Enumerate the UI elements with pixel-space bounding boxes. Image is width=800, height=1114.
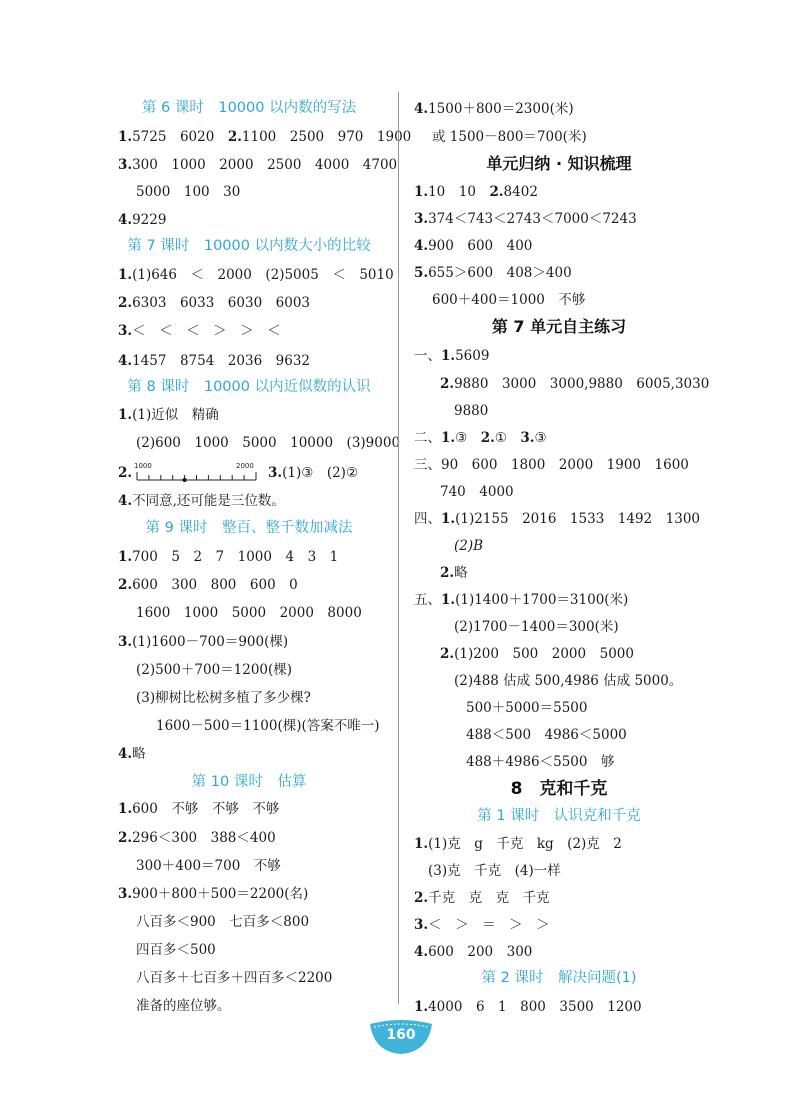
answer-line: 1.10 10 2.8402 [414,184,538,200]
unit-8-lesson-2-heading: 第 2 课时 解决问题(1) [481,970,637,986]
answer-line: 1600 1000 5000 2000 8000 [136,605,362,621]
answer-line: 1.5725 6020 2.1100 2500 970 1900 [118,129,412,145]
unit-practice-heading: 第 7 单元自主练习 [491,317,627,336]
answer-line: 4.9229 [118,212,167,228]
answer-line: 300＋400＝700 不够 [136,858,281,874]
answer-line: 488＜500 4986＜5000 [466,727,627,743]
answer-line: 2.略 [440,565,468,581]
answer-line: 4.600 200 300 [414,944,533,960]
answer-line: 八百多＜900 七百多＜800 [136,914,310,930]
answer-line: 1.700 5 2 7 1000 4 3 1 [118,549,339,565]
answer-line: 1600－500＝1100(棵)(答案不唯一) [156,718,380,734]
answer-line: 5000 100 30 [136,184,241,200]
answer-line: 4.1500＋800＝2300(米) [414,101,574,117]
answer-line: 1.(1)646 ＜ 2000 (2)5005 ＜ 5010 [118,267,394,283]
page-number: 160 [386,1027,416,1043]
answer-line: 2.9880 3000 3000,9880 6005,3030 [440,376,710,392]
answer-line: 740 4000 [440,484,514,500]
lesson-10-heading: 第 10 课时 估算 [191,774,307,790]
answer-line: 八百多＋七百多＋四百多＜2200 [136,970,333,986]
answer-line: 4.900 600 400 [414,238,533,254]
answer-line: 4.不同意,还可能是三位数。 [118,493,285,509]
answer-line: (2)488 估成 500,4986 估成 5000。 [454,673,683,689]
answer-line: (3)克 千克 (4)一样 [428,863,561,879]
answer-line: 3.300 1000 2000 2500 4000 4700 [118,157,398,173]
lesson-9-heading: 第 9 课时 整百、整千数加减法 [145,520,353,536]
answer-line: 3.＜ ＞ ＝ ＞ ＞ [414,917,550,933]
ruler-start-label: 1000 [134,462,152,470]
answer-line: 准备的座位够。 [136,998,231,1014]
answer-line: 9880 [454,403,489,419]
ruler-end-label: 2000 [236,462,254,470]
answer-line: 2.296＜300 388＜400 [118,830,276,846]
answer-line: 四、1.(1)2155 2016 1533 1492 1300 [414,511,700,527]
unit-8-heading: 8 克和千克 [510,779,608,799]
unit-8-lesson-1-heading: 第 1 课时 认识克和千克 [477,808,641,824]
answer-line: 3.(1)③ (2)② [268,465,359,481]
unit-summary-heading: 单元归纳 · 知识梳理 [486,154,632,173]
number-line-ruler [134,460,260,486]
answer-line: 3.(1)1600－700＝900(棵) [118,634,289,650]
answer-line: 1.600 不够 不够 不够 [118,801,280,817]
answer-line: 3.374＜743＜2743＜7000＜7243 [414,211,637,227]
column-divider [398,92,399,1004]
ruler-point [183,478,187,482]
ruler-ticks [137,472,256,480]
answer-line: 4.1457 8754 2036 9632 [118,353,311,369]
answer-line: (3)柳树比松树多植了多少棵? [136,690,311,706]
answer-line: 或 1500－800＝700(米) [432,129,587,145]
answer-line: 一、1.5609 [414,348,490,364]
answer-line: 500＋5000＝5500 [466,700,588,716]
answer-line: 600＋400＝1000 不够 [432,292,586,308]
answer-line: 1.4000 6 1 800 3500 1200 [414,999,642,1015]
page-number-badge [368,1018,434,1056]
answer-line: (2)600 1000 5000 10000 (3)9000 [136,435,401,451]
answer-line: 2.600 300 800 600 0 [118,577,298,593]
answer-line: 3.900＋800＋500＝2200(名) [118,886,309,902]
answer-line: 1.(1)近似 精确 [118,407,219,423]
answer-line: (2)B [454,538,484,554]
answer-line: 2.6303 6033 6030 6003 [118,295,311,311]
answer-line: 2. [118,465,133,481]
answer-line: 2.(1)200 500 2000 5000 [440,646,634,662]
answer-line: 三、90 600 1800 2000 1900 1600 [414,457,689,473]
answer-line: 五、1.(1)1400＋1700＝3100(米) [414,592,629,608]
answer-line: (2)1700－1400＝300(米) [454,619,619,635]
answer-line: 2.千克 克 克 千克 [414,890,550,906]
answer-line: 1.(1)克 g 千克 kg (2)克 2 [414,836,622,852]
answer-line: (2)500＋700＝1200(棵) [136,662,293,678]
answer-line: 488＋4986＜5500 够 [466,754,615,770]
answer-line: 四百多＜500 [136,942,216,958]
lesson-6-heading: 第 6 课时 10000 以内数的写法 [141,100,357,116]
answer-line: 3.＜ ＜ ＜ ＞ ＞ ＜ [118,323,281,339]
lesson-8-heading: 第 8 课时 10000 以内近似数的认识 [127,379,371,395]
answer-line: 二、1.③ 2.① 3.③ [414,430,547,446]
answer-line: 4.略 [118,746,146,762]
lesson-7-heading: 第 7 课时 10000 以内数大小的比较 [127,238,371,254]
answer-line: 5.655＞600 408＞400 [414,265,572,281]
